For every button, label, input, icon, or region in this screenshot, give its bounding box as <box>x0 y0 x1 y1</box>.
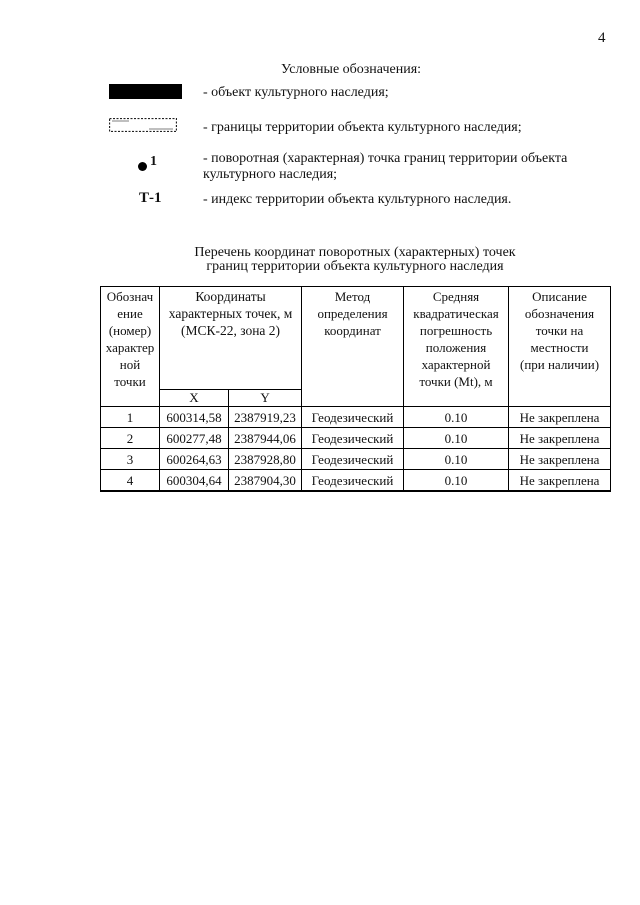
cell-point-number: 3 <box>101 449 160 470</box>
cell-mt: 0.10 <box>404 407 509 428</box>
header-y: Y <box>229 390 302 407</box>
table-header-row <box>101 287 611 390</box>
cell-x: 600314,58 <box>160 407 229 428</box>
page-number: 4 <box>598 30 606 46</box>
table-row <box>101 428 611 449</box>
legend-item-territory-boundary: - границы территории объекта культурного наследия; <box>203 120 522 135</box>
legend-item-cultural-object: - объект культурного наследия; <box>203 85 389 100</box>
cell-mt: 0.10 <box>404 449 509 470</box>
cell-point-number: 2 <box>101 428 160 449</box>
turning-point-symbol-label: 1 <box>150 154 157 169</box>
header-coordinates: Координаты характерных точек, м (МСК-22, зона 2) <box>160 287 302 390</box>
header-mean-square-error: Средняя квадратическая погрешность положения характерной точки (Mt), м <box>404 287 509 407</box>
legend-item-territory-index: - индекс территории объекта культурного наследия. <box>203 192 512 207</box>
cell-y: 2387928,80 <box>229 449 302 470</box>
legend-item-turning-point-line2: культурного наследия; <box>203 167 338 182</box>
cell-x: 600277,48 <box>160 428 229 449</box>
cell-x: 600304,64 <box>160 470 229 492</box>
cell-description: Не закреплена <box>509 407 611 428</box>
cell-method: Геодезический <box>302 470 404 492</box>
table-title-line1: Перечень координат поворотных (характерных) точек <box>194 245 516 260</box>
cell-point-number: 1 <box>101 407 160 428</box>
header-designation: Обознач ение (номер) характер ной точки <box>101 287 160 407</box>
header-method: Метод определения координат <box>302 287 404 407</box>
legend-item-turning-point-line1: - поворотная (характерная) точка границ территории объекта <box>203 151 568 166</box>
table-row <box>101 470 611 492</box>
table-row <box>101 407 611 428</box>
header-description: Описание обозначения точки на местности (при наличии) <box>509 287 611 407</box>
table-row <box>101 449 611 470</box>
turning-point-dot-icon <box>138 162 147 171</box>
cell-method: Геодезический <box>302 449 404 470</box>
table-title-line2: границ территории объекта культурного наследия <box>206 259 504 274</box>
territory-boundary-symbol <box>109 118 177 132</box>
cell-method: Геодезический <box>302 428 404 449</box>
cell-x: 600264,63 <box>160 449 229 470</box>
cell-mt: 0.10 <box>404 470 509 492</box>
header-x: X <box>160 390 229 407</box>
territory-index-symbol: Т-1 <box>139 190 162 206</box>
cell-description: Не закреплена <box>509 449 611 470</box>
cultural-object-symbol <box>109 84 182 99</box>
cell-mt: 0.10 <box>404 428 509 449</box>
cell-description: Не закреплена <box>509 470 611 492</box>
table-title <box>100 246 610 274</box>
cell-method: Геодезический <box>302 407 404 428</box>
cell-description: Не закреплена <box>509 428 611 449</box>
legend-title: Условные обозначения: <box>281 62 422 77</box>
cell-point-number: 4 <box>101 470 160 492</box>
coordinates-table <box>100 286 611 492</box>
cell-y: 2387904,30 <box>229 470 302 492</box>
cell-y: 2387944,06 <box>229 428 302 449</box>
cell-y: 2387919,23 <box>229 407 302 428</box>
